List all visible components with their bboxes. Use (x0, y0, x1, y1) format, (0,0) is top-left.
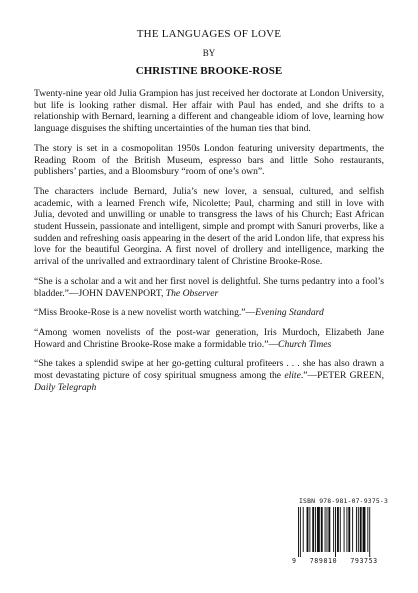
review-quote-text: “Among women novelists of the post-war generation, Iris Murdoch, Elizabeth Jane Howard and Christine Brooke-Rose make a formidable trio.”— (34, 326, 384, 350)
synopsis-paragraph-1: Twenty-nine year old Julia Grampion has just received her doctorate at London University, but life is looking rather dismal. Her affair with Paul has ended, and she drifts to a relationship with Bernard, learning a different and changeable idiom of love, learning how language disguises the shifting uncertainties of the human ties that bind. (34, 88, 384, 135)
barcode-bar (298, 507, 299, 557)
barcode-bar (299, 507, 300, 557)
barcode-bar (357, 507, 358, 552)
barcode-bar (309, 507, 310, 552)
barcode-bar (346, 507, 347, 552)
review-quote-text: “She is a scholar and a wit and her first novel is delightful. She turns pedantry into a fool’s bladder.”—JOHN DAVENPORT, (34, 275, 384, 299)
barcode-bar (339, 507, 340, 552)
barcode-bar (335, 507, 336, 557)
review-quote-2 (34, 307, 384, 319)
barcode-bar (326, 507, 327, 552)
barcode-bar (315, 507, 316, 552)
isbn-barcode (290, 497, 397, 573)
barcode-bar (369, 507, 370, 557)
review-source: The Observer (165, 287, 219, 299)
barcode-bar (359, 507, 361, 552)
barcode-bars (294, 507, 394, 557)
barcode-bar (328, 507, 330, 552)
barcode-bar (352, 507, 353, 552)
review-quote-4 (34, 358, 384, 393)
review-quote-text: “She takes a splendid swipe at her go-getting cultural profiteers . . . she has also drawn a most devastating picture of cosy spiritual smugness among the (34, 358, 384, 382)
review-quote-3 (34, 327, 384, 350)
barcode-digit-group-1: 789810 (309, 557, 338, 565)
barcode-bar (302, 507, 303, 552)
isbn-label: ISBN 978-981-07-9375-3 (298, 497, 389, 505)
byline-label: BY (202, 48, 216, 58)
author-name: CHRISTINE BROOKE-ROSE (135, 65, 283, 77)
barcode-digit-first: 9 (292, 557, 297, 565)
barcode-bar (320, 507, 322, 552)
barcode-digits (290, 557, 397, 565)
barcode-bar (317, 507, 320, 552)
barcode-bar (312, 507, 314, 552)
review-source: Daily Telegraph (34, 381, 97, 393)
synopsis-paragraph-3: The characters include Bernard, Julia’s new lover, a sensual, cultured, and selfish academic, with a learned French wife, Nicolette; Paul, charming and still in love with Julia, devoted and unwilling or unable to transgress the laws of his Church; East African student Hussein, passionate and intelligent, simple and prompt with Sanuri proverbs, like a sudden and refreshing oasis appearing in the desert of the arid London life, that express his love for the beautiful Georgina. A first novel of drollery and intelligence, marking the arrival of the unrivalled and extraordinary talent of Christine Brooke-Rose. (34, 185, 384, 268)
barcode-bar (343, 507, 344, 552)
review-source: Evening Standard (255, 307, 324, 319)
back-cover-text (34, 28, 384, 401)
barcode-bar (362, 507, 365, 552)
barcode-bar (367, 507, 368, 552)
book-title: THE LANGUAGES OF LOVE (136, 28, 282, 40)
review-quote-1 (34, 276, 384, 299)
barcode-bar (306, 507, 308, 552)
barcode-bar (324, 507, 325, 552)
review-attribution: .”—PETER GREEN, (300, 370, 385, 382)
review-quote-text: “Miss Brooke-Rose is a new novelist worth watching.”— (34, 307, 256, 319)
review-emphasis: elite (284, 370, 301, 382)
barcode-bar (348, 507, 350, 552)
synopsis-paragraph-2: The story is set in a cosmopolitan 1950s London featuring university departments, the Reading Room of the British Museum, espresso bars and little Soho restaurants, publishers’ parties, and a Bloomsbury “room of one’s own”. (34, 142, 384, 178)
barcode-digit-group-2: 793753 (350, 557, 378, 565)
barcode-bar (333, 507, 334, 552)
barcode-bar (336, 507, 338, 552)
barcode-bar (355, 507, 356, 552)
review-source: Church Times (278, 338, 332, 350)
